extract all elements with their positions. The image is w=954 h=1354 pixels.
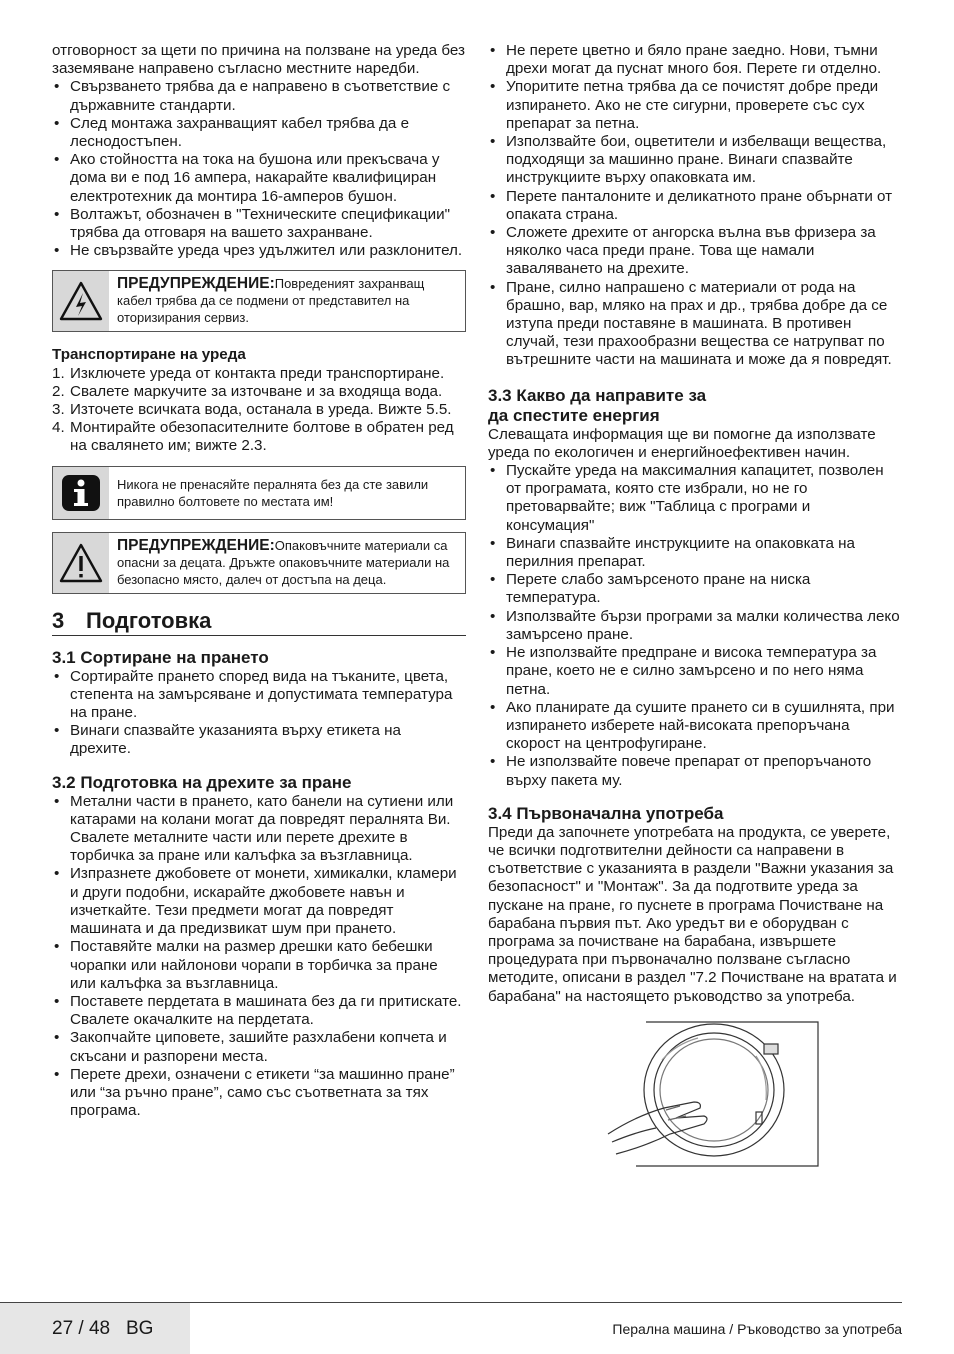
- section-3-heading: 3 Подготовка: [52, 608, 466, 636]
- energy-intro: Слеващата информация ще ви помогне да използвате уреда по екологичен и енергийноефективен начин.: [488, 425, 876, 461]
- list-item: • Поставете пердетата в машината без да ги притискате. Свалете окачалките на пердетата.: [52, 993, 466, 1029]
- info-box-bolts: [52, 466, 466, 520]
- energy-bullets: [488, 462, 902, 790]
- list-item: 4. Монтирайте обезопасителните болтове в обратен ред на свалянето им; вижте 2.3.: [52, 419, 454, 455]
- transport-heading: Транспортиране на уреда: [52, 346, 246, 364]
- section-3-2-heading: 3.2 Подготовка на дрехите за пране: [52, 772, 352, 792]
- left-column: [52, 42, 466, 1120]
- list-item: • Пране, силно напрашено с материали от рода на брашно, вар, мляко на прах и др., трябва добре да се изтупа преди поставяне в машината. В противен случай, тези прахообразни вещества се натрупват по вътрешните части на машината и може да я повредят.: [488, 279, 902, 370]
- list-item: • Упоритите петна трябва да се почистят добре преди изпирането. Ако не сте сигурни, проверете със сух препарат за петна.: [488, 78, 902, 133]
- warning-box-packaging: [52, 532, 466, 594]
- list-item: • Използвайте бои, оцветители и избелващи вещества, подходящи за машинно пране. Винаги спазвайте инструкциите върху опаковката им.: [488, 133, 902, 188]
- list-item: 3. Източете всичката вода, останала в уреда. Вижте 5.5.: [52, 401, 452, 419]
- list-item: • Не използвайте предпране и висока температура за пране, което не е силно замърсено и по него няма петна.: [488, 644, 902, 699]
- list-item: • Винаги спазвайте указанията върху етикета на дрехите.: [52, 722, 466, 758]
- sorting-bullets: [52, 668, 466, 759]
- list-item: • Перете панталоните и деликатното пране обърнати от опаката страна.: [488, 188, 902, 224]
- warning-label: ПРЕДУПРЕЖДЕНИЕ:: [117, 275, 275, 293]
- list-item: 1. Изключете уреда от контакта преди транспортиране.: [52, 364, 445, 382]
- list-item: • Закопчайте циповете, зашийте разхлабени копчета и скъсани и разпорени места.: [52, 1029, 466, 1065]
- list-item: • Сортирайте прането според вида на тъканите, цвета, степента на замърсяване и допустимата температура на пране.: [52, 668, 466, 723]
- list-item: • Перете слабо замърсеното пране на ниска температура.: [488, 571, 902, 607]
- list-item: • Пускайте уреда на максималния капацитет, позволен от програмата, която сте избрали, но не го претоварвайте; виж "Таблица с програми и консумация": [488, 462, 902, 535]
- list-item: • Ако стойността на тока на бушона или прекъсвача у дома ви е под 16 ампера, накарайте квалифициран електротехник да монтира 16-амперов бушон.: [52, 151, 466, 206]
- list-item: • Перете дрехи, означени с етикети “за машинно пране” или “за ръчно пране”, само със съответната за тях програма.: [52, 1066, 466, 1121]
- list-item: • Поставяйте малки на размер дрешки като бебешки чорапки или найлонови чорапи в торбичка за пране или калъфка за възглавница.: [52, 938, 466, 993]
- list-item: • Не използвайте повече препарат от препоръчаното върху пакета му.: [488, 753, 902, 789]
- list-item: • Метални части в прането, като банели на сутиени или катарами на колани могат да повредят пералнята Ви. Свалете металните части или перете дрехите в торбичка за пране или калъфка за възглавница.: [52, 793, 466, 866]
- list-item: • Ако планирате да сушите прането си в сушилнята, при изпирането изберете най-високата препоръчана скорост на центрофугиране.: [488, 699, 902, 754]
- list-item: • Не перете цветно и бяло пране заедно. Нови, тъмни дрехи могат да пуснат много боя. Перете ги отделно.: [488, 42, 902, 78]
- list-item: • Винаги спазвайте инструкциите на опаковката на перилния препарат.: [488, 535, 902, 571]
- list-item: • След монтажа захранващият кабел трябва да е леснодостъпен.: [52, 115, 466, 151]
- electrical-bullets: [52, 78, 466, 260]
- drum-cleaning-illustration: [606, 1016, 826, 1168]
- washing-tips-bullets: [488, 42, 902, 370]
- section-3-1-heading: 3.1 Сортиране на прането: [52, 647, 269, 667]
- preparation-bullets: [52, 793, 466, 1121]
- list-item: 2. Свалете маркучите за източване и за входяща вода.: [52, 382, 443, 400]
- list-item: • Волтажът, обозначен в "Техническите спецификации" трябва да отговаря на вашето захранване.: [52, 206, 466, 242]
- list-item: • Не свързвайте уреда чрез удължител или разклонител.: [52, 242, 466, 260]
- info-text: Никога не пренасяйте пералнята без да сте завили правилно болтовете по местата им!: [117, 476, 429, 509]
- warning-text: Опаковъчните материали са опасни за децата. Дръжте опаковъчните материали на безопасно място, далеч от достъпа на деца.: [117, 537, 450, 587]
- intro-paragraph: отговорност за щети по причина на ползване на уреда без заземяване направено съгласно местните наредби.: [52, 42, 465, 78]
- section-3-4-heading: 3.4 Първоначална употреба: [488, 803, 724, 823]
- info-icon: [53, 467, 109, 519]
- warning-label: ПРЕДУПРЕЖДЕНИЕ:: [117, 536, 275, 554]
- section-3-3-heading: 3.3 Какво да направите за да спестите енергия: [488, 385, 707, 425]
- warning-text: Повреденият захранващ кабел трябва да се подмени от представител на оторизирания сервиз.: [117, 276, 425, 326]
- list-item: • Изпразнете джобовете от монети, химикалки, кламери и други подобни, искарайте джобовете навън и изчеткайте. Тези предмети могат да повредят машината и да предизвикат шум при прането.: [52, 865, 466, 938]
- warning-box-cable: [52, 270, 466, 332]
- electric-hazard-icon: [53, 271, 109, 331]
- page-number: 27 / 48 BG: [52, 1318, 154, 1339]
- transport-steps: [52, 365, 466, 456]
- first-use-paragraph: Преди да започнете употребата на продукта, се уверете, че всички подготвителни дейности са направени в съответствие с указанията в раздели "Важни указания за безопасност" и "Монтаж". За да подготвите уреда за пускане на пране, го пуснете в програма Почистване на барабана първия път. Ако уредът ви е оборудван с програма за почистване на барабана, извършете процедурата при първоначално ползване съгласно методите, описани в раздел "7.2 Почистване на вратата и барабана" на настоящето ръководство за употреба.: [488, 823, 897, 1005]
- right-column: [488, 42, 902, 1173]
- footer-document-title: Перална машина / Ръководство за употреба: [612, 1321, 902, 1337]
- footer-divider: [0, 1302, 902, 1303]
- list-item: • Сложете дрехите от ангорска вълна във фризера за няколко часа преди пране. Това ще намали заваляването на дрехите.: [488, 224, 902, 279]
- list-item: • Свързването трябва да е направено в съответствие с държавните стандарти.: [52, 78, 466, 114]
- warning-triangle-icon: [53, 533, 109, 593]
- list-item: • Използвайте бързи програми за малки количества леко замърсено пране.: [488, 608, 902, 644]
